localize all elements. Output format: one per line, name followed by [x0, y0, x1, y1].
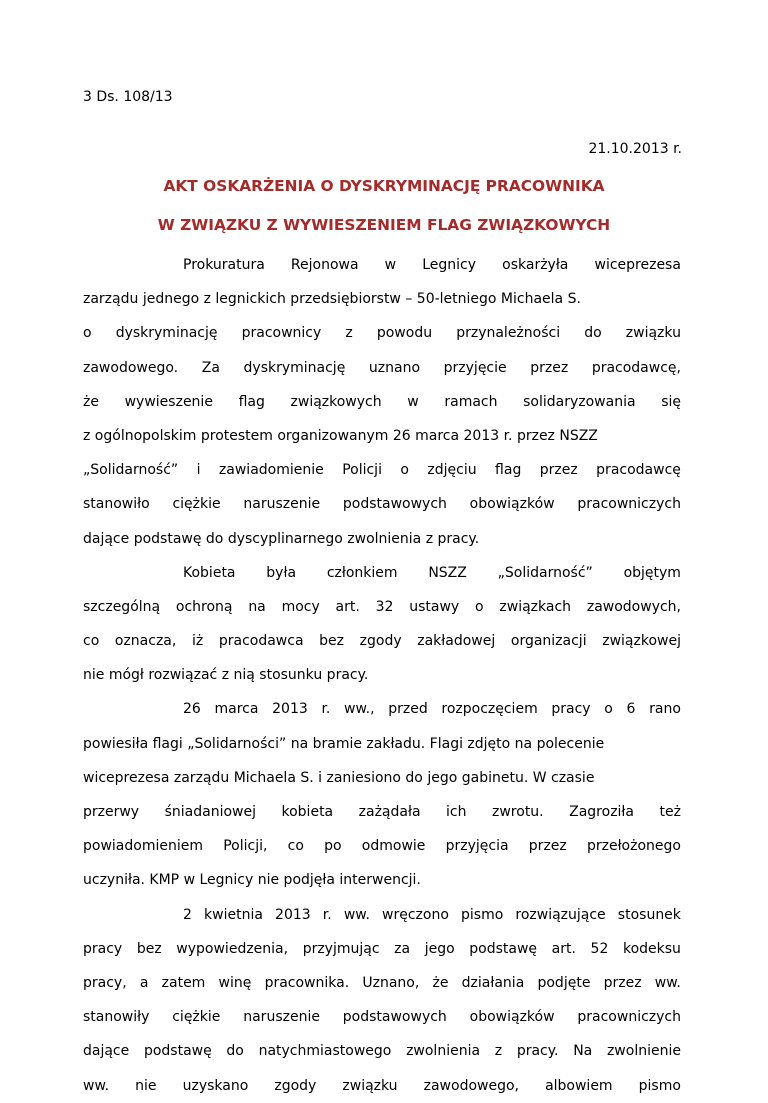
word: Policji, [223, 838, 268, 855]
word: przynależności [456, 325, 561, 342]
body-text-line [83, 898, 681, 932]
word: że [432, 974, 449, 991]
word: zażądała [358, 804, 421, 820]
document-title-line-1: AKT OSKARŻENIA O DYSKRYMINACJĘ PRACOWNIKA [163, 177, 605, 195]
word: powodu [376, 325, 433, 342]
word: szczególną [83, 598, 161, 615]
word: powiadomieniem [83, 838, 203, 855]
word: z [345, 325, 353, 342]
word: rozwiązujące [515, 906, 606, 923]
word: 6 [626, 701, 636, 718]
word: Zagroziła [569, 804, 634, 820]
word: ww. [83, 1077, 110, 1094]
body-text-line [83, 795, 681, 829]
word: przyjmując [302, 940, 380, 957]
word: Kobieta [183, 564, 236, 581]
word: „Solidarność” [83, 462, 179, 479]
body-text-line [83, 316, 681, 350]
body-text-line [83, 351, 681, 385]
word: 26 [183, 701, 201, 718]
word: rano [649, 701, 681, 718]
word: naruszenie [243, 1009, 320, 1026]
word: bez [319, 633, 345, 650]
word: pracodawcę, [591, 359, 681, 376]
word: ww. [654, 974, 681, 991]
word: przyjęcie [443, 359, 507, 376]
word: flag [495, 462, 522, 479]
word: 2013 [272, 701, 308, 718]
body-text-line [83, 453, 681, 487]
body-text-line [83, 829, 681, 863]
word: NSZZ [428, 564, 467, 581]
word: r. [322, 906, 332, 923]
word: jego [424, 940, 455, 957]
word: z [494, 1043, 503, 1060]
word: wywieszenie [124, 393, 213, 410]
body-text-line: uczyniła. KMP w Legnicy nie podjęła interwencji. [83, 872, 421, 889]
word: się [661, 393, 681, 410]
word: związku [342, 1077, 398, 1094]
word: o [604, 701, 613, 718]
document-title-line-2: W ZWIĄZKU Z WYWIESZENIEM FLAG ZWIĄZKOWYCH [157, 216, 611, 234]
word: dające [83, 1043, 130, 1060]
word: zwrotu. [492, 804, 544, 820]
word: przez [530, 359, 569, 376]
word: co [83, 633, 100, 650]
word: przez [603, 974, 642, 991]
word: ustawy [409, 598, 460, 615]
word: oznacza, [114, 633, 177, 650]
word: objętym [623, 564, 681, 581]
word: zatem [161, 974, 206, 991]
word: art. [551, 940, 576, 957]
word: zakładowej [417, 633, 496, 650]
word: pracodawca [218, 633, 304, 650]
word: kobieta [281, 804, 334, 820]
word: art. [335, 598, 360, 615]
word: oskarżyła [502, 257, 569, 273]
word: r. [321, 701, 331, 718]
word: była [266, 564, 297, 581]
word: stosunek [617, 906, 681, 923]
body-text-line [83, 556, 681, 590]
body-text-line [83, 487, 681, 521]
word: Legnicy [422, 257, 477, 273]
word: ich [446, 804, 467, 820]
word: ciężkie [172, 1009, 221, 1026]
word: do [584, 325, 602, 342]
document-date: 21.10.2013 r. [588, 141, 682, 157]
word: wypowiedzenia, [176, 940, 289, 957]
word: podstawowych [342, 496, 447, 513]
word: pracownika. [264, 974, 350, 991]
word: kodeksu [622, 940, 681, 957]
word: podstawę [469, 940, 538, 957]
word: ochroną [175, 598, 233, 615]
word: zawodowego, [423, 1077, 519, 1094]
body-text-line: zarządu jednego z legnickich przedsiębiorstw – 50-letniego Michaela S. [83, 291, 581, 308]
word: za [394, 940, 411, 957]
word: związku [625, 325, 681, 342]
word: zwolnienia [406, 1043, 481, 1060]
word: w [407, 393, 419, 410]
word: co [287, 838, 304, 855]
word: pracownicy [241, 325, 322, 342]
word: podjęte [537, 974, 591, 991]
word: pracy, [83, 974, 127, 991]
word: przełożonego [586, 838, 681, 855]
word: ww. [343, 906, 370, 923]
word: Za [201, 359, 220, 376]
word: „Solidarność” [497, 564, 593, 581]
word: flag [238, 393, 265, 410]
word: wręczono [382, 906, 449, 923]
word: Policji [342, 462, 382, 479]
word: 52 [590, 940, 609, 957]
body-text-line: powiesiła flagi „Solidarności” na bramie zakładu. Flagi zdjęto na polecenie [83, 735, 605, 752]
word: 2013 [275, 906, 311, 923]
word: przez [539, 462, 578, 479]
word: zawodowych, [586, 598, 681, 615]
body-text-line [83, 1034, 681, 1068]
word: Prokuratura [183, 257, 265, 273]
body-text-line [83, 932, 681, 966]
word: zgody [359, 633, 402, 650]
word: podstawę [143, 1043, 212, 1060]
word: związkowych [290, 393, 382, 410]
word: zgody [274, 1077, 317, 1094]
body-text-line [83, 624, 681, 658]
word: dyskryminację [115, 325, 218, 342]
word: śniadaniowej [164, 804, 256, 820]
body-text-line: z ogólnopolskim protestem organizowanym 26 marca 2013 r. przez NSZZ [83, 427, 598, 444]
word: kwietnia [204, 906, 263, 923]
word: organizacji [510, 633, 587, 650]
word: 32 [375, 598, 394, 615]
body-text-line [83, 248, 681, 282]
word: przez [528, 838, 567, 855]
body-text-line [83, 590, 681, 624]
word: uzyskano [182, 1077, 249, 1094]
word: a [139, 974, 149, 991]
body-text-line: nie mógł rozwiązać z nią stosunku pracy. [83, 667, 369, 684]
word: dyskryminację [243, 359, 346, 376]
body-text-line [83, 385, 681, 419]
word: w [384, 257, 397, 273]
word: przyjęcia [445, 838, 509, 855]
word: do [226, 1043, 244, 1060]
body-text-line [83, 966, 681, 1000]
word: bez [136, 940, 162, 957]
word: pismo [638, 1077, 681, 1094]
word: na [248, 598, 266, 615]
word: solidaryzowania [523, 393, 636, 410]
word: winę [218, 974, 252, 991]
word: podstawowych [342, 1009, 447, 1026]
word: odmowie [361, 838, 426, 855]
word: Uznano, [362, 974, 420, 991]
word: obowiązków [469, 496, 555, 513]
word: członkiem [326, 564, 398, 581]
word: 2 [183, 906, 192, 923]
word: o [400, 462, 409, 479]
word: nie [135, 1077, 157, 1094]
word: wiceprezesa [594, 257, 681, 273]
word: Rejonowa [290, 257, 359, 273]
word: uznano [368, 359, 421, 376]
word: Na [573, 1043, 593, 1060]
document-body [83, 248, 681, 1103]
word: ww., [344, 701, 375, 718]
word: obowiązków [469, 1009, 555, 1026]
word: przerwy [83, 804, 140, 820]
word: marca [214, 701, 259, 718]
word: i [196, 462, 201, 479]
word: o [475, 598, 484, 615]
body-text-line: dające podstawę do dyscyplinarnego zwolnienia z pracy. [83, 530, 480, 547]
word: iż [191, 633, 204, 650]
word: przed [388, 701, 428, 718]
word: związkach [499, 598, 572, 615]
word: albowiem [545, 1077, 613, 1094]
word: też [659, 804, 681, 820]
body-text-line [83, 1000, 681, 1034]
word: stanowiły [83, 1009, 150, 1026]
word: zdjęciu [427, 462, 477, 479]
word: pismo [461, 906, 504, 923]
word: działania [461, 974, 525, 991]
word: po [324, 838, 342, 855]
word: zawodowego. [83, 359, 179, 376]
word: stanowiło [83, 496, 150, 513]
word: pracy [83, 940, 123, 957]
word: że [83, 393, 99, 410]
word: związkowej [602, 633, 681, 650]
case-number: 3 Ds. 108/13 [83, 89, 173, 105]
word: pracy [551, 701, 591, 718]
word: rozpoczęciem [441, 701, 538, 718]
word: pracowniczych [577, 496, 681, 513]
word: zawiadomienie [218, 462, 324, 479]
body-text-line: wiceprezesa zarządu Michaela S. i zaniesiono do jego gabinetu. W czasie [83, 769, 595, 786]
word: zwolnienie [606, 1043, 681, 1060]
word: naruszenie [243, 496, 321, 513]
word: pracowniczych [577, 1009, 681, 1026]
body-text-line [83, 1069, 681, 1103]
word: natychmiastowego [258, 1043, 392, 1060]
word: ciężkie [172, 496, 221, 513]
word: pracy. [516, 1043, 559, 1060]
word: pracodawcę [596, 462, 681, 479]
word: o [83, 325, 92, 342]
word: ramach [444, 393, 498, 410]
word: mocy [281, 598, 320, 615]
body-text-line [83, 692, 681, 726]
